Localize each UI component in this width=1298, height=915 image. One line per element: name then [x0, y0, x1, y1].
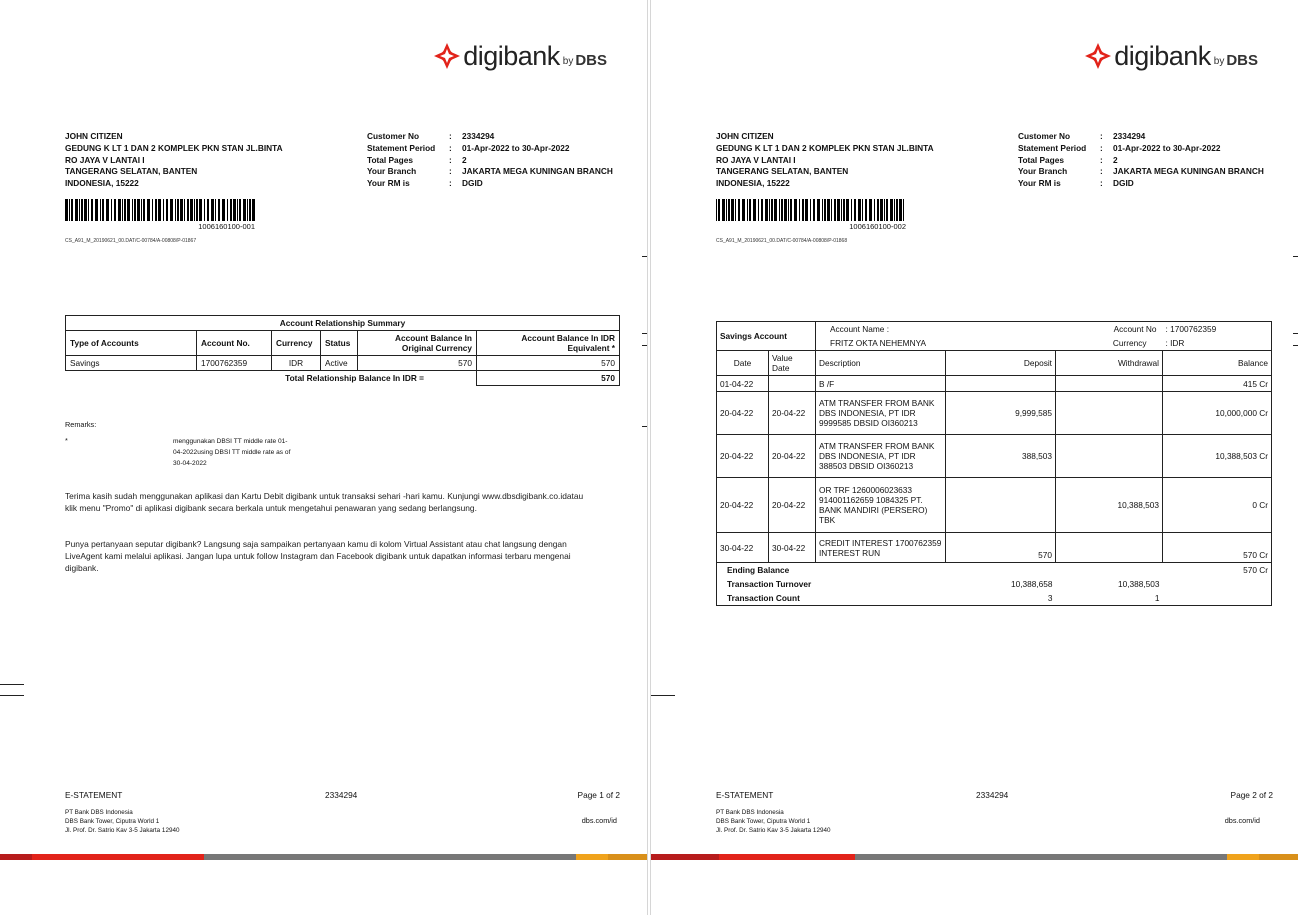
account-name: FRITZ OKTA NEHEMNYA: [816, 336, 1056, 351]
info-key: Total Pages: [1018, 154, 1064, 165]
info-value: 2334294: [1113, 131, 1146, 141]
remarks-text: [173, 436, 303, 469]
turnover-label: Transaction Turnover: [717, 577, 946, 591]
fold-mark: [1293, 333, 1298, 334]
dbs-star-icon: [1085, 43, 1111, 69]
summary-header: Type of Accounts: [66, 331, 197, 356]
info-key: Total Pages: [367, 154, 413, 165]
summary-cell: 570: [358, 356, 477, 371]
fold-mark: [651, 695, 675, 696]
account-no-label: Account No: [1056, 322, 1163, 337]
info-value: JAKARTA MEGA KUNINGAN BRANCH: [462, 166, 613, 177]
column-header: Description: [816, 351, 946, 376]
summary-cell: Savings: [66, 356, 197, 371]
barcode: [716, 199, 906, 221]
footer-estatement: E-STATEMENT: [716, 790, 774, 800]
customer-name: JOHN CITIZEN: [65, 131, 123, 141]
brand-company: DBS: [1226, 51, 1258, 69]
remarks-label: Remarks:: [65, 420, 97, 429]
brand-name: digibank: [463, 40, 560, 71]
count-row: [717, 591, 1272, 606]
info-colon: :: [449, 166, 452, 177]
txn-description: ATM TRANSFER FROM BANK DBS INDONESIA, PT IDR 9999585 DBSID OI360213: [816, 392, 946, 435]
bank-line: Jl. Prof. Dr. Satrio Kav 3-5 Jakarta 12940: [65, 826, 180, 834]
txn-description: OR TRF 1260006023633 914001162659 1084325 PT. BANK MANDIRI (PERSERO) TBK: [816, 478, 946, 533]
remarks-line: menggunakan DBSI TT middle rate 01-: [173, 438, 288, 445]
account-name-label: Account Name :: [816, 322, 1056, 337]
txn-value-date: [769, 376, 816, 392]
info-value: 2: [1113, 154, 1118, 165]
summary-header: Status: [321, 331, 358, 356]
summary-header: Account Balance In Original Currency: [358, 331, 477, 356]
txn-deposit: 388,503: [946, 435, 1056, 478]
txn-description: ATM TRANSFER FROM BANK DBS INDONESIA, PT IDR 388503 DBSID OI360213: [816, 435, 946, 478]
txn-date: 01-04-22: [717, 376, 769, 392]
info-value: 01-Apr-2022 to 30-Apr-2022: [462, 142, 570, 153]
txn-balance: 415 Cr: [1163, 376, 1272, 392]
txn-withdrawal: [1056, 435, 1163, 478]
fold-mark: [0, 695, 24, 696]
footer-color-band: [651, 854, 1298, 860]
barcode-number: 1006160100-001: [198, 222, 255, 231]
summary-header: Currency: [272, 331, 321, 356]
info-colon: :: [449, 142, 452, 153]
brand-name: digibank: [1114, 40, 1211, 71]
remarks-star: *: [65, 436, 68, 445]
info-colon: :: [1100, 142, 1103, 153]
txn-withdrawal: [1056, 376, 1163, 392]
info-row: [367, 155, 613, 167]
txn-deposit: [946, 376, 1056, 392]
info-value: DGID: [1113, 178, 1134, 189]
footer-customer-no: 2334294: [976, 790, 1009, 800]
account-relationship-summary-table: [65, 315, 620, 386]
bank-line: DBS Bank Tower, Ciputra World 1: [65, 817, 160, 825]
barcode: [65, 199, 255, 221]
info-value: 2334294: [462, 131, 495, 141]
info-value: 2: [462, 154, 467, 165]
count-deposit: 3: [946, 591, 1056, 606]
brand-by: by: [562, 55, 574, 67]
ending-balance-row: [717, 563, 1272, 578]
txn-date: 20-04-22: [717, 478, 769, 533]
txn-withdrawal: [1056, 533, 1163, 563]
bank-line: Jl. Prof. Dr. Satrio Kav 3-5 Jakarta 12940: [716, 826, 831, 834]
txn-description: B /F: [816, 376, 946, 392]
document-code: CS_A91_M_20190621_00.DAT/C-00784/A-00808/P-01867: [65, 238, 197, 244]
info-key: Statement Period: [1018, 142, 1087, 153]
column-header-row: [717, 351, 1272, 376]
ending-balance-value: 570 Cr: [1163, 563, 1272, 578]
column-header: Balance: [1163, 351, 1272, 376]
count-label: Transaction Count: [717, 591, 946, 606]
savings-account-statement-table: [716, 321, 1272, 606]
column-header: Deposit: [946, 351, 1056, 376]
summary-title: Account Relationship Summary: [66, 316, 620, 331]
bank-line: PT Bank DBS Indonesia: [65, 809, 133, 816]
info-value: DGID: [462, 178, 483, 189]
total-balance-value: 570: [477, 371, 620, 386]
txn-date: 30-04-22: [717, 533, 769, 563]
account-header-row: [717, 322, 1272, 337]
txn-deposit: 9,999,585: [946, 392, 1056, 435]
column-header: Date: [717, 351, 769, 376]
customer-address-block: [65, 131, 283, 190]
footer-page-number: Page 1 of 2: [577, 790, 620, 800]
txn-value-date: 20-04-22: [769, 435, 816, 478]
summary-row: [66, 356, 620, 371]
summary-cell: IDR: [272, 356, 321, 371]
info-colon: :: [449, 131, 452, 141]
customer-address-block: [716, 131, 934, 190]
account-no-value: : 1700762359: [1163, 322, 1272, 337]
info-row: [367, 131, 613, 143]
txn-deposit: 570: [946, 533, 1056, 563]
address-line: GEDUNG K LT 1 DAN 2 KOMPLEK PKN STAN JL.BINTA: [716, 142, 934, 153]
fold-mark: [1293, 345, 1298, 346]
transaction-row: [717, 392, 1272, 435]
info-key: Your RM is: [1018, 178, 1061, 189]
txn-balance: 570 Cr: [1163, 533, 1272, 563]
statement-page-1: [0, 0, 648, 915]
info-paragraph-2: Punya pertanyaan seputar digibank? Langsung saja sampaikan pertanyaan kamu di kolom Virtual Assistant atau chat langsung dengan LiveAgent kami melalui aplikasi. Jangan lupa untuk follow Instagram dan Facebook digibank untuk dapatkan informasi terbaru mengenai digibank.: [65, 539, 571, 573]
info-colon: :: [449, 178, 452, 189]
column-header: Withdrawal: [1056, 351, 1163, 376]
txn-value-date: 20-04-22: [769, 478, 816, 533]
info-key: Your Branch: [367, 166, 417, 177]
transaction-row: [717, 435, 1272, 478]
address-line: INDONESIA, 15222: [716, 178, 790, 189]
summary-header-row: [66, 331, 620, 356]
summary-cell: 1700762359: [197, 356, 272, 371]
currency-label: Currency: [1056, 336, 1163, 351]
fold-mark: [0, 684, 24, 685]
summary-header: Account Balance In IDR Equivalent *: [477, 331, 620, 356]
info-value: 01-Apr-2022 to 30-Apr-2022: [1113, 142, 1221, 153]
brand-company: DBS: [575, 51, 607, 69]
txn-date: 20-04-22: [717, 392, 769, 435]
info-row: [367, 178, 613, 190]
count-withdrawal: 1: [1056, 591, 1163, 606]
document-code: CS_A91_M_20190621_00.DAT/C-00784/A-00808/P-01868: [716, 238, 848, 244]
statement-info: [367, 131, 613, 190]
transaction-row: [717, 478, 1272, 533]
footer-page-number: Page 2 of 2: [1230, 790, 1273, 800]
footer-color-band: [0, 854, 647, 860]
info-key: Your Branch: [1018, 166, 1068, 177]
fold-mark: [642, 426, 647, 427]
info-colon: :: [1100, 131, 1103, 141]
info-row: [1018, 178, 1264, 190]
info-row: [1018, 155, 1264, 167]
address-line: TANGERANG SELATAN, BANTEN: [65, 166, 198, 177]
info-paragraph-1: Terima kasih sudah menggunakan aplikasi dan Kartu Debit digibank untuk transaksi sehari -hari kamu. Kunjungi www.dbsdigibank.co.idatau klik menu "Promo" di aplikasi digibank secara berkala untuk mengetahui penawaran yang sedang berlangsung.: [65, 491, 584, 513]
info-colon: :: [1100, 166, 1103, 177]
address-line: GEDUNG K LT 1 DAN 2 KOMPLEK PKN STAN JL.BINTA: [65, 142, 283, 153]
txn-deposit: [946, 478, 1056, 533]
info-row: [1018, 143, 1264, 155]
brand-by: by: [1213, 55, 1225, 67]
info-value: JAKARTA MEGA KUNINGAN BRANCH: [1113, 166, 1264, 177]
info-row: [1018, 166, 1264, 178]
transaction-row: [717, 376, 1272, 392]
digibank-logo: [434, 40, 607, 72]
remarks-line: 30-04-2022: [173, 460, 207, 467]
txn-withdrawal: [1056, 392, 1163, 435]
info-colon: :: [1100, 154, 1103, 165]
txn-withdrawal: 10,388,503: [1056, 478, 1163, 533]
ending-balance-label: Ending Balance: [717, 563, 946, 578]
address-line: TANGERANG SELATAN, BANTEN: [716, 166, 849, 177]
txn-value-date: 30-04-22: [769, 533, 816, 563]
remarks-line: 04-2022using DBSI TT middle rate as of: [173, 449, 291, 456]
fold-mark: [642, 333, 647, 334]
info-row: [367, 143, 613, 155]
address-line: INDONESIA, 15222: [65, 178, 139, 189]
account-type: Savings Account: [717, 322, 816, 351]
barcode-number: 1006160100-002: [849, 222, 906, 231]
statement-info: [1018, 131, 1264, 190]
dbs-star-icon: [434, 43, 460, 69]
info-key: Statement Period: [367, 142, 436, 153]
summary-cell: 570: [477, 356, 620, 371]
txn-balance: 10,000,000 Cr: [1163, 392, 1272, 435]
footer-customer-no: 2334294: [325, 790, 358, 800]
turnover-row: [717, 577, 1272, 591]
address-line: RO JAYA V LANTAI I: [716, 154, 796, 165]
info-key: Customer No: [1018, 131, 1071, 141]
turnover-withdrawal: 10,388,503: [1117, 579, 1160, 589]
footer-bank-address: [65, 809, 179, 835]
txn-date: 20-04-22: [717, 435, 769, 478]
turnover-deposit: 10,388,658: [1010, 579, 1053, 589]
digibank-logo: [1085, 40, 1258, 72]
info-key: Customer No: [367, 131, 420, 141]
info-row: [367, 166, 613, 178]
customer-name: JOHN CITIZEN: [716, 131, 774, 141]
info-colon: :: [1100, 178, 1103, 189]
footer-website: dbs.com/id: [581, 816, 617, 825]
summary-cell: Active: [321, 356, 358, 371]
txn-value-date: 20-04-22: [769, 392, 816, 435]
info-row: [1018, 131, 1264, 143]
bank-line: DBS Bank Tower, Ciputra World 1: [716, 817, 811, 825]
info-colon: :: [449, 154, 452, 165]
fold-mark: [1293, 256, 1298, 257]
summary-header: Account No.: [197, 331, 272, 356]
currency-value: : IDR: [1163, 336, 1272, 351]
fold-mark: [642, 256, 647, 257]
txn-description: CREDIT INTEREST 1700762359 INTEREST RUN: [816, 533, 946, 563]
transaction-row: [717, 533, 1272, 563]
bank-line: PT Bank DBS Indonesia: [716, 809, 784, 816]
txn-balance: 10,388,503 Cr: [1163, 435, 1272, 478]
footer-bank-address: [716, 809, 830, 835]
address-line: RO JAYA V LANTAI I: [65, 154, 145, 165]
fold-mark: [642, 345, 647, 346]
footer-estatement: E-STATEMENT: [65, 790, 123, 800]
txn-balance: 0 Cr: [1163, 478, 1272, 533]
summary-total-row: [66, 371, 620, 386]
column-header: Value Date: [769, 351, 816, 376]
total-balance-label: Total Relationship Balance In IDR =: [285, 373, 424, 384]
info-key: Your RM is: [367, 178, 410, 189]
footer-website: dbs.com/id: [1224, 816, 1260, 825]
